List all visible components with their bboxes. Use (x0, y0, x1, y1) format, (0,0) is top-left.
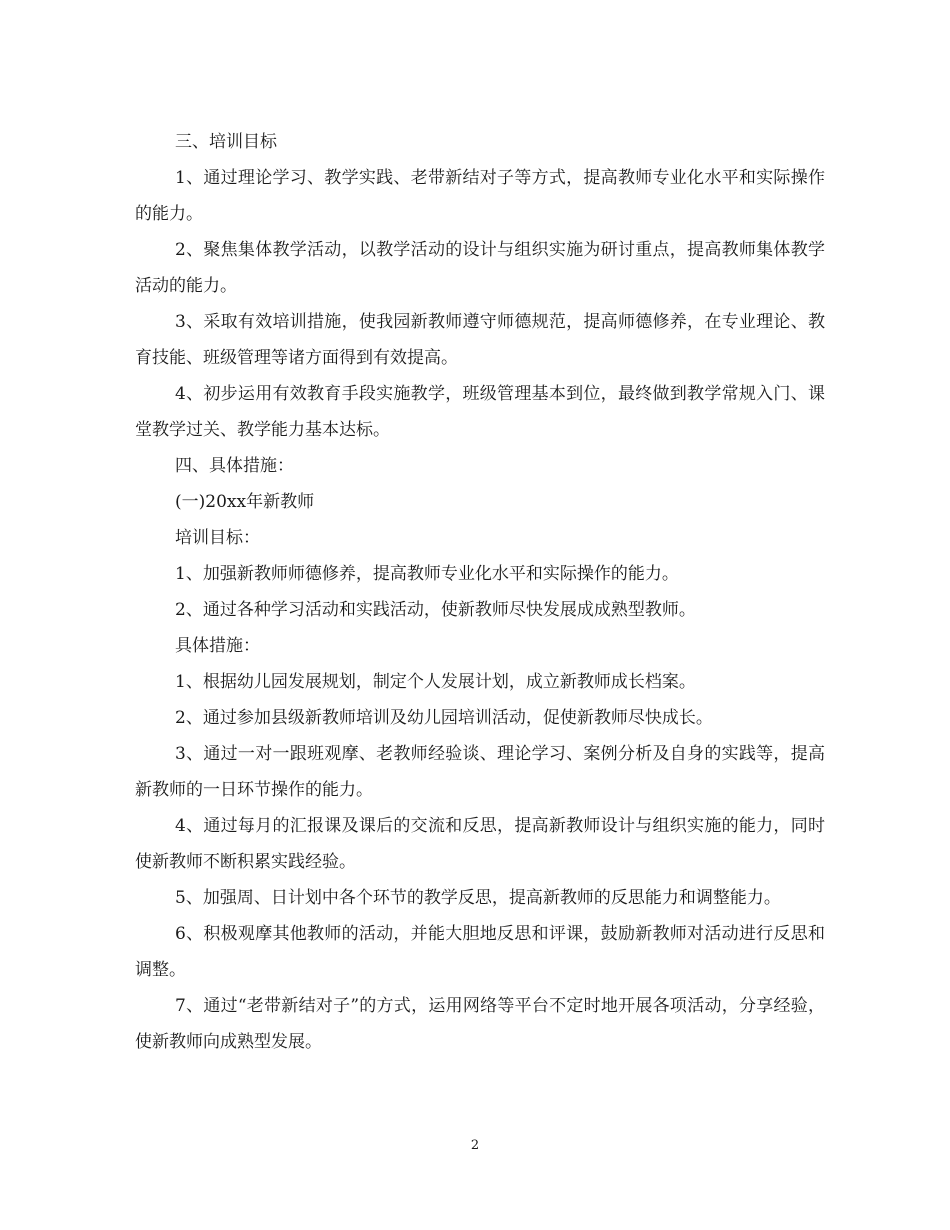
goal-item-4: 4、初步运用有效教育手段实施教学，班级管理基本到位，最终做到教学常规入门、课堂教学过关、教学能力基本达标。 (135, 384, 825, 440)
document-body (135, 124, 825, 1060)
goal-item-3: 3、采取有效培训措施，使我园新教师遵守师德规范，提高师德修养，在专业理论、教育技能、班级管理等诸方面得到有效提高。 (135, 312, 825, 368)
measure-item-6: 6、积极观摩其他教师的活动，并能大胆地反思和评课，鼓励新教师对活动进行反思和调整。 (135, 924, 825, 980)
measure-item-1: 1、根据幼儿园发展规划，制定个人发展计划，成立新教师成长档案。 (175, 672, 696, 692)
section-heading-measures: 四、具体措施： (175, 456, 294, 476)
goal-item-2: 2、聚焦集体教学活动，以教学活动的设计与组织实施为研讨重点，提高教师集体教学活动的能力。 (135, 240, 825, 296)
subheading-measures: 具体措施： (175, 636, 260, 656)
measure-item-4: 4、通过每月的汇报课及课后的交流和反思，提高新教师设计与组织实施的能力，同时使新教师不断积累实践经验。 (135, 816, 825, 872)
section-heading-training-goals: 三、培训目标 (175, 132, 277, 152)
new-teacher-goal-2: 2、通过各种学习活动和实践活动，使新教师尽快发展成成熟型教师。 (175, 600, 696, 620)
new-teacher-goal-1: 1、加强新教师师德修养，提高教师专业化水平和实际操作的能力。 (175, 564, 679, 584)
goal-item-1: 1、通过理论学习、教学实践、老带新结对子等方式，提高教师专业化水平和实际操作的能力。 (135, 168, 825, 224)
measure-item-5: 5、加强周、日计划中各个环节的教学反思，提高新教师的反思能力和调整能力。 (175, 888, 781, 908)
measure-item-2: 2、通过参加县级新教师培训及幼儿园培训活动，促使新教师尽快成长。 (175, 708, 713, 728)
page-number: 2 (470, 1138, 480, 1153)
subheading-training-goals: 培训目标： (175, 528, 260, 548)
subsection-heading-new-teachers: (一)20xx年新教师 (175, 492, 315, 512)
measure-item-3: 3、通过一对一跟班观摩、老教师经验谈、理论学习、案例分析及自身的实践等，提高新教师的一日环节操作的能力。 (135, 744, 825, 800)
measure-item-7: 7、通过“老带新结对子”的方式，运用网络等平台不定时地开展各项活动，分享经验，使新教师向成熟型发展。 (135, 996, 825, 1052)
